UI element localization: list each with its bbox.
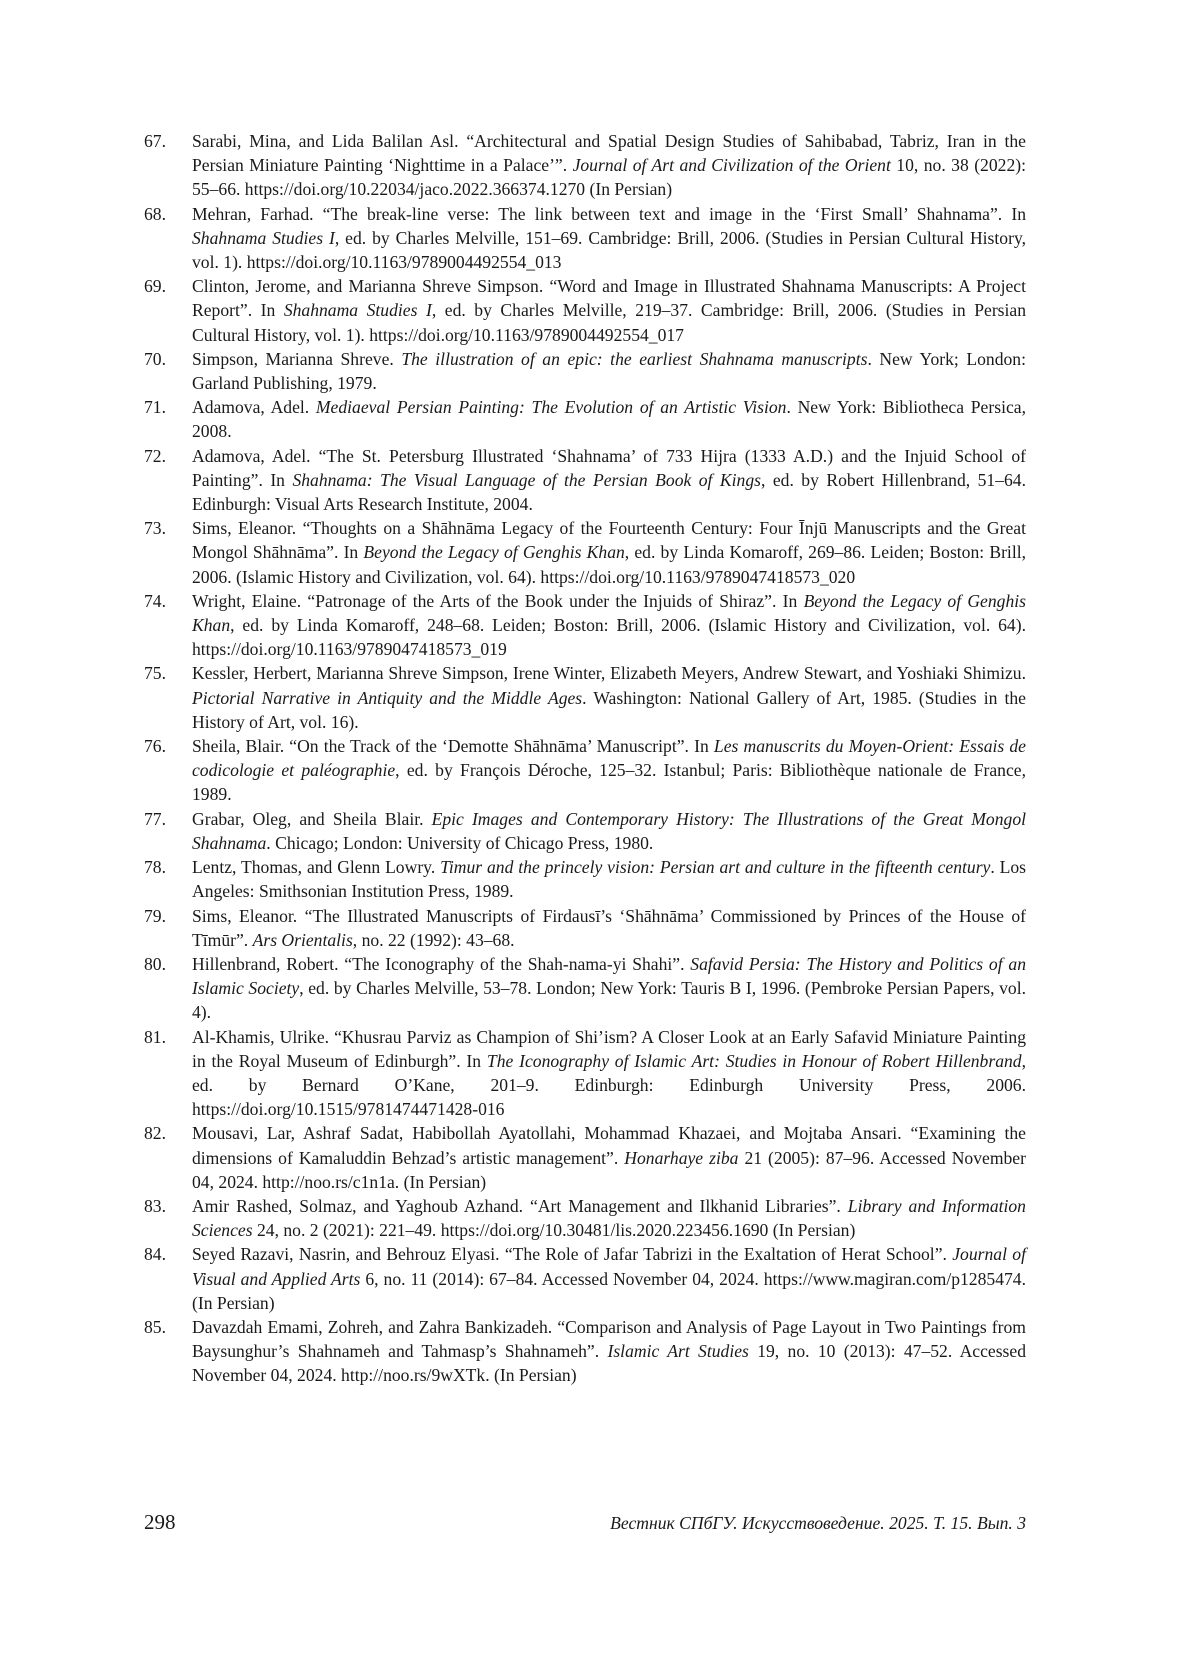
reference-number: 79. [144, 905, 166, 926]
reference-text-segment: Mehran, Farhad. “The break-line verse: The link between text and image in the ‘First Small’ Shahnama”. In [192, 203, 1026, 224]
reference-text-segment: , ed. by Charles Melville, 53–78. London; New York: Tauris B I, 1996. (Pembroke Persian Papers, vol. 4). [192, 978, 1026, 1023]
reference-item [144, 1315, 1026, 1388]
reference-item [144, 1025, 1026, 1122]
reference-text-segment: Kessler, Herbert, Marianna Shreve Simpson, Irene Winter, Elizabeth Meyers, Andrew Stewart, and Yoshiaki Shimizu. [192, 663, 1026, 684]
reference-number: 69. [144, 276, 166, 297]
reference-title-italic: The illustration of an epic: the earliest Shahnama manuscripts [401, 348, 868, 369]
reference-text-segment: 24, no. 2 (2021): 221–49. https://doi.org/10.30481/lis.2020.223456.1690 (In Persian) [252, 1220, 856, 1241]
reference-text-segment: Hillenbrand, Robert. “The Iconography of the Shah-nama-yi Shahi”. [192, 953, 691, 974]
reference-title-italic: Journal of Visual and Applied Arts [192, 1244, 1026, 1289]
reference-number: 84. [144, 1244, 166, 1265]
reference-number: 85. [144, 1316, 166, 1337]
page-footer [144, 1510, 1026, 1536]
reference-number: 67. [144, 131, 166, 151]
reference-text-segment: Davazdah Emami, Zohreh, and Zahra Bankizadeh. “Comparison and Analysis of Page Layout in Two Paintings from Baysunghur’s Shahnameh and Tahmasp’s Shahnameh”. [192, 1316, 1026, 1362]
reference-title-italic: Shahnama: The Visual Language of the Persian Book of Kings [292, 469, 761, 490]
reference-item [144, 395, 1026, 443]
reference-text-segment: . New York; London: Garland Publishing, 1979. [192, 348, 1026, 394]
reference-text-segment: . New York: Bibliotheca Persica, 2008. [192, 397, 1026, 442]
reference-item [144, 1242, 1026, 1315]
reference-number: 83. [144, 1195, 166, 1216]
reference-text [192, 1315, 1026, 1388]
reference-number: 77. [144, 808, 166, 829]
reference-text-segment: . Washington: National Gallery of Art, 1985. (Studies in the History of Art, vol. 16). [192, 687, 1026, 732]
reference-text-segment: Wright, Elaine. “Patronage of the Arts of the Book under the Injuids of Shiraz”. In [192, 590, 804, 611]
reference-item [144, 274, 1026, 347]
reference-number: 73. [144, 518, 166, 539]
reference-text-segment: Lentz, Thomas, and Glenn Lowry. [192, 857, 441, 878]
reference-text [192, 661, 1026, 734]
reference-item [144, 734, 1026, 807]
reference-number: 70. [144, 348, 166, 369]
reference-title-italic: Honarhaye ziba [624, 1147, 739, 1168]
reference-number: 82. [144, 1123, 166, 1144]
page-number: 298 [144, 1510, 176, 1534]
reference-title-italic: Timur and the princely vision: Persian art and culture in the fifteenth century [440, 857, 991, 878]
reference-title-italic: Islamic Art Studies [607, 1341, 749, 1362]
reference-item [144, 444, 1026, 517]
reference-item [144, 202, 1026, 275]
reference-number: 71. [144, 397, 166, 418]
reference-number: 78. [144, 857, 166, 878]
reference-number: 72. [144, 445, 166, 466]
reference-number: 68. [144, 203, 166, 224]
reference-title-italic: Beyond the Legacy of Genghis Khan [192, 590, 1026, 636]
reference-item [144, 1194, 1026, 1242]
reference-text-segment: Al-Khamis, Ulrike. “Khusrau Parviz as Champion of Shi’ism? A Closer Look at an Early Safavid Miniature Painting in the Royal Museum of Edinburgh”. In [192, 1026, 1026, 1071]
reference-text-segment: , ed. by François Déroche, 125–32. Istanbul; Paris: Bibliothèque nationale de France, 1989. [192, 760, 1026, 805]
reference-text [192, 129, 1026, 202]
reference-text-segment: . Chicago; London: University of Chicago Press, 1980. [266, 832, 654, 853]
reference-number: 80. [144, 953, 166, 974]
reference-item [144, 904, 1026, 952]
reference-text-segment: Sheila, Blair. “On the Track of the ‘Demotte Shāhnāma’ Manuscript”. In [192, 736, 714, 757]
running-title: Вестник СПбГУ. Искусствоведение. 2025. Т. 15. Вып. 3 [610, 1513, 1026, 1533]
reference-text [192, 202, 1026, 275]
reference-title-italic: Les manuscrits du Moyen-Orient: Essais de codicologie et paléographie [192, 736, 1026, 781]
reference-title-italic: Safavid Persia: The History and Politics of an Islamic Society [192, 953, 1027, 999]
reference-text-segment: Amir Rashed, Solmaz, and Yaghoub Azhand. “Art Management and Ilkhanid Libraries”. [192, 1195, 848, 1216]
reference-item [144, 661, 1026, 734]
reference-text [192, 444, 1026, 517]
reference-number: 76. [144, 736, 166, 757]
reference-text-segment: Mousavi, Lar, Ashraf Sadat, Habibollah Ayatollahi, Mohammad Khazaei, and Mojtaba Ansari. “Examining the dimensions of Kamaluddin Behzad’s artistic management”. [192, 1123, 1026, 1168]
reference-text [192, 807, 1026, 855]
reference-title-italic: Shahnama Studies I [283, 300, 432, 321]
reference-text-segment: , ed. by Charles Melville, 151–69. Cambridge: Brill, 2006. (Studies in Persian Cultural History, vol. 1). https://doi.org/10.1163/9789004492554_013 [192, 227, 1026, 273]
reference-number: 74. [144, 590, 166, 611]
reference-text [192, 347, 1026, 395]
reference-text-segment: , ed. by Robert Hillenbrand, 51–64. Edinburgh: Visual Arts Research Institute, 2004. [192, 469, 1026, 515]
reference-text [192, 1025, 1026, 1122]
reference-item [144, 807, 1026, 855]
reference-item [144, 855, 1026, 903]
reference-text-segment: Simpson, Marianna Shreve. [192, 348, 402, 369]
reference-text-segment: Adamova, Adel. “The St. Petersburg Illustrated ‘Shahnama’ of 733 Hijra (1333 A.D.) and the Injuid School of Painting”. In [192, 445, 1026, 490]
reference-text-segment: 19, no. 10 (2013): 47–52. Accessed November 04, 2024. http://noo.rs/9wXTk. (In Persian) [192, 1341, 1027, 1386]
reference-text [192, 1242, 1026, 1315]
reference-title-italic: Epic Images and Contemporary History: The Illustrations of the Great Mongol Shahnama [192, 808, 1027, 853]
reference-text-segment: 21 (2005): 87–96. Accessed November 04, 2024. http://noo.rs/c1n1a. (In Persian) [192, 1147, 1026, 1192]
reference-item [144, 129, 1026, 202]
reference-text-segment: 10, no. 38 (2022): 55–66. https://doi.org/10.22034/jaco.2022.366374.1270 (In Persian) [192, 155, 1026, 200]
reference-item [144, 347, 1026, 395]
reference-item [144, 516, 1026, 589]
reference-title-italic: Ars Orientalis [252, 929, 353, 950]
reference-title-italic: Shahnama Studies I [192, 227, 335, 248]
reference-text-segment: , ed. by Linda Komaroff, 269–86. Leiden; Boston: Brill, 2006. (Islamic History and Civilization, vol. 64). https://doi.org/10.1163/9789047418573_020 [192, 542, 1026, 587]
reference-number: 75. [144, 663, 166, 684]
reference-title-italic: Pictorial Narrative in Antiquity and the Middle Ages [192, 687, 583, 708]
reference-text-segment: Seyed Razavi, Nasrin, and Behrouz Elyasi. “The Role of Jafar Tabrizi in the Exaltation of Herat School”. [192, 1244, 953, 1265]
reference-text-segment: Grabar, Oleg, and Sheila Blair. [192, 808, 432, 829]
reference-item [144, 589, 1026, 662]
reference-text-segment: , ed. by Bernard O’Kane, 201–9. Edinburgh: Edinburgh University Press, 2006. https://doi.org/10.1515/9781474471428-016 [192, 1050, 1026, 1120]
reference-item [144, 1121, 1026, 1194]
reference-text [192, 734, 1026, 807]
reference-text-segment: Sims, Eleanor. “Thoughts on a Shāhnāma Legacy of the Fourteenth Century: Four Īnjū Manuscripts and the Great Mongol Shāhnāma”. In [192, 518, 1026, 563]
reference-text-segment: , ed. by Linda Komaroff, 248–68. Leiden; Boston: Brill, 2006. (Islamic History and Civilization, vol. 64). https://doi.org/10.1163/9789047418573_019 [192, 615, 1026, 660]
reference-item [144, 952, 1026, 1025]
reference-text-segment: . Los Angeles: Smithsonian Institution Press, 1989. [192, 857, 1027, 902]
reference-text [192, 516, 1026, 589]
reference-text [192, 274, 1026, 347]
reference-text [192, 952, 1026, 1025]
reference-text-segment: , ed. by Charles Melville, 219–37. Cambridge: Brill, 2006. (Studies in Persian Cultural History, vol. 1). https://doi.org/10.1163/9789004492554_017 [192, 300, 1027, 345]
reference-text [192, 589, 1026, 662]
reference-title-italic: Journal of Art and Civilization of the Orient [572, 155, 891, 176]
reference-title-italic: The Iconography of Islamic Art: Studies in Honour of Robert Hillenbrand [486, 1050, 1022, 1071]
reference-number: 81. [144, 1026, 166, 1047]
reference-text [192, 855, 1026, 903]
reference-title-italic: Library and Information Sciences [192, 1195, 1026, 1241]
reference-text-segment: Adamova, Adel. [192, 397, 316, 418]
reference-text [192, 904, 1026, 952]
reference-text-segment: Sims, Eleanor. “The Illustrated Manuscripts of Firdausī’s ‘Shāhnāma’ Commissioned by Princes of the House of Tīmūr”. [192, 905, 1026, 950]
reference-title-italic: Beyond the Legacy of Genghis Khan [363, 542, 625, 563]
reference-title-italic: Mediaeval Persian Painting: The Evolution of an Artistic Vision [315, 397, 787, 418]
reference-text-segment: 6, no. 11 (2014): 67–84. Accessed November 04, 2024. https://www.magiran.com/p1285474. (In Persian) [192, 1268, 1026, 1313]
reference-text [192, 1194, 1026, 1242]
reference-text [192, 395, 1026, 443]
reference-text-segment: Sarabi, Mina, and Lida Balilan Asl. “Architectural and Spatial Design Studies of Sahibabad, Tabriz, Iran in the Persian Miniature Painting ‘Nighttime in a Palace’”. [192, 131, 1026, 176]
reference-list [144, 129, 1026, 1388]
reference-text [192, 1121, 1026, 1194]
reference-text-segment: Clinton, Jerome, and Marianna Shreve Simpson. “Word and Image in Illustrated Shahnama Manuscripts: A Project Report”. In [192, 276, 1026, 321]
reference-text-segment: , no. 22 (1992): 43–68. [352, 929, 515, 950]
